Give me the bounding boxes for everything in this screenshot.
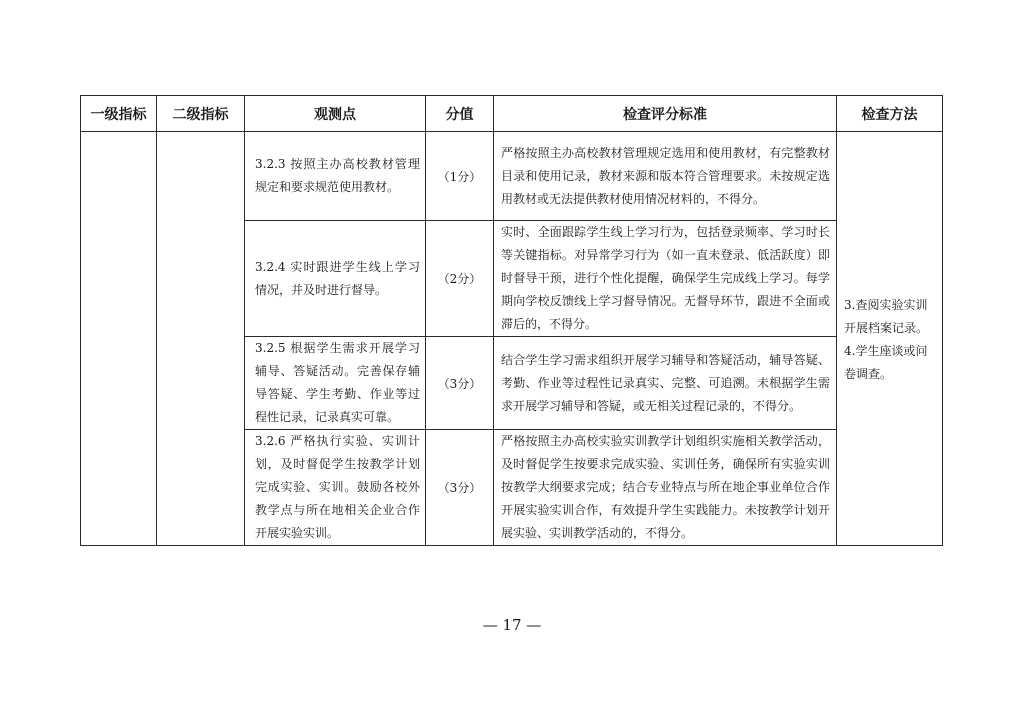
header-criteria: 检查评分标准: [494, 96, 837, 132]
header-level1-indicator: 一级指标: [81, 96, 157, 132]
score-cell: （2分）: [426, 221, 494, 337]
header-score: 分值: [426, 96, 494, 132]
header-observation-point: 观测点: [245, 96, 426, 132]
score-cell: （3分）: [426, 337, 494, 430]
score-cell: （3分）: [426, 430, 494, 546]
header-level2-indicator: 二级指标: [157, 96, 245, 132]
header-method: 检查方法: [837, 96, 943, 132]
criteria-cell: 严格按照主办高校教材管理规定选用和使用教材，有完整教材目录和使用记录，教材来源和版本符合管理要求。未按规定选用教材或无法提供教材使用情况材料的，不得分。: [494, 132, 837, 221]
observation-point-cell: 3.2.6 严格执行实验、实训计划，及时督促学生按教学计划完成实验、实训。鼓励各校外教学点与所在地相关企业合作开展实验实训。: [245, 430, 426, 546]
header-row: [81, 96, 943, 132]
table-row: [81, 132, 943, 221]
method-item: 4.学生座谈或问卷调查。: [844, 343, 928, 381]
level1-indicator-cell: [81, 132, 157, 546]
observation-point-cell: 3.2.4 实时跟进学生线上学习情况，并及时进行督导。: [245, 221, 426, 337]
criteria-cell: 严格按照主办高校实验实训教学计划组织实施相关教学活动，及时督促学生按要求完成实验、实训任务，确保所有实验实训按教学大纲要求完成；结合专业特点与所在地企事业单位合作开展实验实训合作，有效提升学生实践能力。未按教学计划开展实验、实训教学活动的，不得分。: [494, 430, 837, 546]
evaluation-table: [80, 95, 943, 546]
page-number: — 17 —: [482, 616, 542, 634]
observation-point-cell: 3.2.3 按照主办高校教材管理规定和要求规范使用教材。: [245, 132, 426, 221]
score-cell: （1分）: [426, 132, 494, 221]
criteria-cell: 结合学生学习需求组织开展学习辅导和答疑活动，辅导答疑、考勤、作业等过程性记录真实、完整、可追溯。未根据学生需求开展学习辅导和答疑，或无相关过程记录的，不得分。: [494, 337, 837, 430]
criteria-cell: 实时、全面跟踪学生线上学习行为，包括登录频率、学习时长等关键指标。对异常学习行为（如一直未登录、低活跃度）即时督导干预，进行个性化提醒，确保学生完成线上学习。每学期向学校反馈线上学习督导情况。无督导环节，跟进不全面或滞后的，不得分。: [494, 221, 837, 337]
method-cell: [837, 132, 943, 546]
observation-point-cell: 3.2.5 根据学生需求开展学习辅导、答疑活动。完善保存辅导答疑、学生考勤、作业等过程性记录，记录真实可靠。: [245, 337, 426, 430]
method-item: 3.查阅实验实训开展档案记录。: [844, 297, 929, 335]
level2-indicator-cell: [157, 132, 245, 546]
